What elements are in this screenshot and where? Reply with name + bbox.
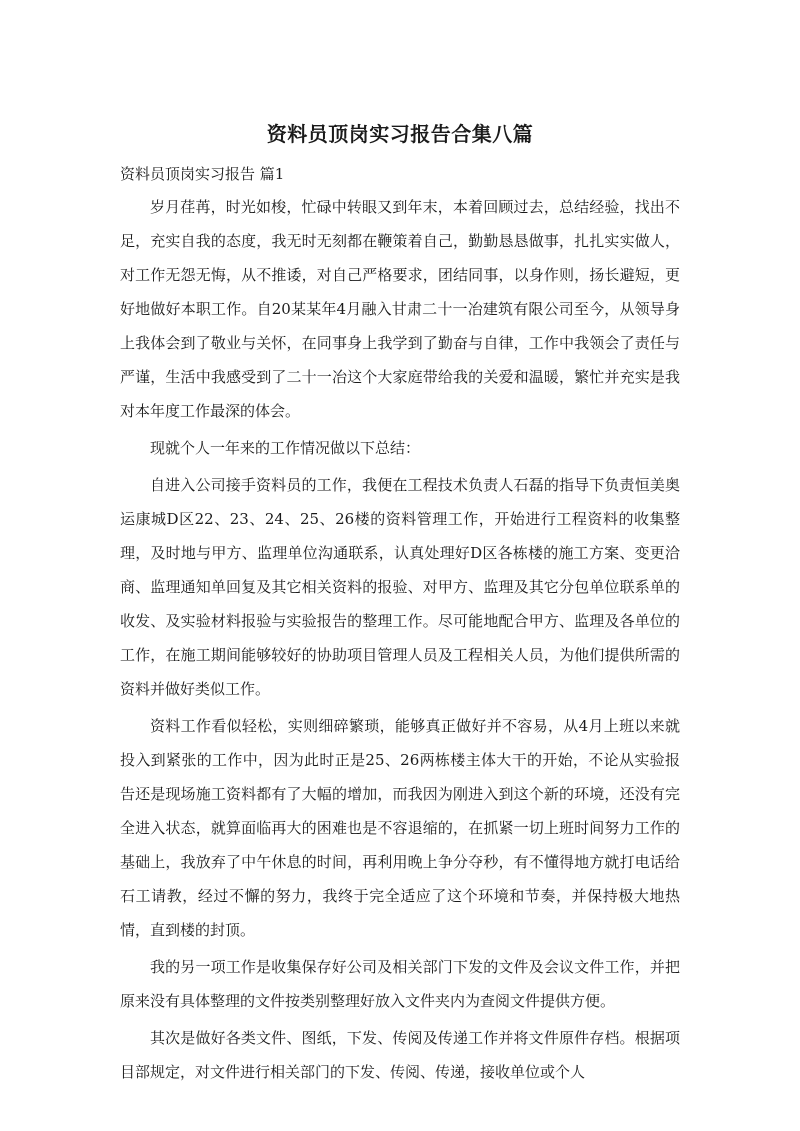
paragraph-3: 自进入公司接手资料员的工作，我便在工程技术负责人石磊的指导下负责恒美奥运康城D区22、23、24、25、26楼的资料管理工作，开始进行工程资料的收集整理，及时地与甲方、监理单位沟通联系，认真处理好D区各栋楼的施工方案、变更洽商、监理通知单回复及其它相关资料的报验、对甲方、监理及其它分包单位联系单的收发、及实验材料报验与实验报告的整理工作。尽可能地配合甲方、监理及各单位的工作，在施工期间能够较好的协助项目管理人员及工程相关人员，为他们提供所需的资料并做好类似工作。	[120, 476, 680, 698]
paragraph-4: 资料工作看似轻松，实则细碎繁琐，能够真正做好并不容易，从4月上班以来就投入到紧张的工作中，因为此时正是25、26两栋楼主体大干的开始，不论从实验报告还是现场施工资料都有了大幅的增加，而我因为刚进入到这个新的环境，还没有完全进入状态，就算面临再大的困难也是不容退缩的，在抓紧一切上班时间努力工作的基础上，我放弃了中午休息的时间，再利用晚上争分夺秒，有不懂得地方就打电话给石工请教，经过不懈的努力，我终于完全适应了这个环境和节奏，并保持极大地热情，直到楼的封顶。	[120, 717, 680, 939]
paragraph-2: 现就个人一年来的工作情况做以下总结：	[150, 439, 421, 457]
paragraph-5: 我的另一项工作是收集保存好公司及相关部门下发的文件及会议文件工作，并把原来没有具体整理的文件按类别整理好放入文件夹内为查阅文件提供方便。	[120, 958, 680, 1010]
document-title: 资料员顶岗实习报告合集八篇	[266, 122, 534, 146]
document-page	[120, 118, 680, 1092]
paragraph-6: 其次是做好各类文件、图纸，下发、传阅及传递工作并将文件原件存档。根据项目部规定，对文件进行相关部门的下发、传阅、传递，接收单位或个人	[120, 1029, 680, 1081]
paragraph-1: 岁月荏苒，时光如梭，忙碌中转眼又到年末，本着回顾过去，总结经验，找出不足，充实自我的态度，我无时无刻都在鞭策着自己，勤勤恳恳做事，扎扎实实做人，对工作无怨无悔，从不推诿，对自己严格要求，团结同事，以身作则，扬长避短，更好地做好本职工作。自20某某年4月融入甘肃二十一冶建筑有限公司至今，从领导身上我体会到了敬业与关怀，在同事身上我学到了勤奋与自律，工作中我领会了责任与严谨，生活中我感受到了二十一冶这个大家庭带给我的关爱和温暖，繁忙并充实是我对本年度工作最深的体会。	[120, 198, 680, 420]
section-heading: 资料员顶岗实习报告 篇1	[120, 165, 285, 183]
